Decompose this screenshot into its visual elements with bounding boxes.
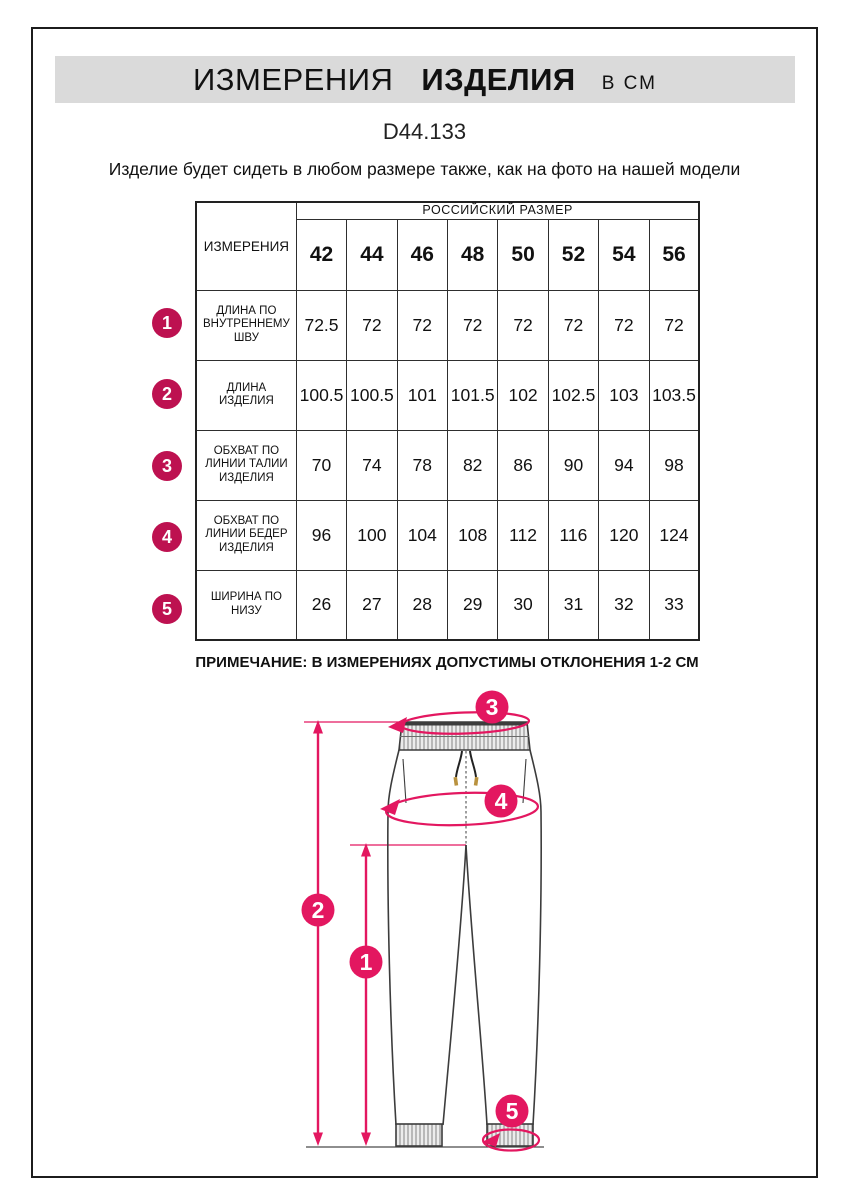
table-row-length	[196, 360, 699, 430]
value-cell: 100.5	[347, 360, 397, 430]
value-cell: 112	[498, 500, 548, 570]
value-cell: 100	[347, 500, 397, 570]
product-code: D44.133	[382, 119, 467, 144]
svg-text:2: 2	[311, 897, 325, 923]
value-cell: 72	[599, 290, 649, 360]
value-cell: 72	[498, 290, 548, 360]
title-product: ИЗДЕЛИЯ	[421, 61, 576, 97]
value-cell: 96	[296, 500, 346, 570]
title-unit: В СМ	[601, 72, 657, 94]
value-cell: 72	[447, 290, 497, 360]
value-cell: 72	[649, 290, 699, 360]
row-badge-1: 1	[152, 308, 182, 338]
length-arrow	[313, 720, 323, 1146]
value-cell: 28	[397, 570, 447, 640]
row-badge-5: 5	[152, 594, 182, 624]
value-cell: 78	[397, 430, 447, 500]
value-cell: 74	[347, 430, 397, 500]
value-cell: 72	[397, 290, 447, 360]
value-cell: 72	[548, 290, 598, 360]
row-label: ОБХВАТ ПО ЛИНИИ БЕДЕР ИЗДЕЛИЯ	[196, 500, 296, 570]
title-measurements: ИЗМЕРЕНИЯ	[193, 61, 394, 97]
size-cell: 44	[347, 219, 397, 290]
value-cell: 103.5	[649, 360, 699, 430]
marker-4	[485, 785, 518, 818]
row-label: ДЛИНА ИЗДЕЛИЯ	[196, 360, 296, 430]
value-cell: 124	[649, 500, 699, 570]
value-cell: 70	[296, 430, 346, 500]
value-cell: 98	[649, 430, 699, 500]
value-cell: 72.5	[296, 290, 346, 360]
value-cell: 116	[548, 500, 598, 570]
hip-ellipse-arrow	[380, 799, 400, 815]
value-cell: 90	[548, 430, 598, 500]
pants-measurement-diagram	[290, 690, 580, 1182]
value-cell: 32	[599, 570, 649, 640]
value-cell: 82	[447, 430, 497, 500]
table-row-hem	[196, 570, 699, 640]
svg-text:4: 4	[494, 788, 508, 814]
value-cell: 100.5	[296, 360, 346, 430]
value-cell: 86	[498, 430, 548, 500]
row-label: ОБХВАТ ПО ЛИНИИ ТАЛИИ ИЗДЕЛИЯ	[196, 430, 296, 500]
size-cell: 48	[447, 219, 497, 290]
row-label: ДЛИНА ПО ВНУТРЕННЕМУ ШВУ	[196, 290, 296, 360]
value-cell: 27	[347, 570, 397, 640]
size-cell: 56	[649, 219, 699, 290]
tolerance-note: ПРИМЕЧАНИЕ: В ИЗМЕРЕНИЯХ ДОПУСТИМЫ ОТКЛОНЕНИЯ 1-2 СМ	[195, 654, 699, 671]
left-pocket	[403, 759, 406, 803]
marker-2	[302, 894, 335, 927]
left-inseam	[443, 845, 466, 1125]
table-row-hips	[196, 500, 699, 570]
size-table	[195, 201, 700, 641]
size-cell: 42	[296, 219, 346, 290]
size-cell: 52	[548, 219, 598, 290]
marker-5	[496, 1095, 529, 1128]
row-badge-3: 3	[152, 451, 182, 481]
size-cell: 50	[498, 219, 548, 290]
marker-1	[350, 946, 383, 979]
right-inseam	[466, 845, 487, 1125]
right-outseam	[530, 750, 541, 1125]
fit-note: Изделие будет сидеть в любом размере также, как на фото на нашей модели	[108, 159, 741, 179]
value-cell: 102.5	[548, 360, 598, 430]
pants-drawing	[388, 722, 541, 1146]
table-row-inseam	[196, 290, 699, 360]
value-cell: 72	[347, 290, 397, 360]
waistband	[399, 722, 530, 750]
left-cuff	[396, 1124, 442, 1146]
row-label: ШИРИНА ПО НИЗУ	[196, 570, 296, 640]
table-header-row	[196, 202, 699, 219]
size-cell: 54	[599, 219, 649, 290]
svg-text:3: 3	[485, 694, 499, 720]
inseam-arrow	[361, 843, 371, 1146]
value-cell: 120	[599, 500, 649, 570]
value-cell: 26	[296, 570, 346, 640]
left-drawstring	[456, 751, 462, 777]
value-cell: 33	[649, 570, 699, 640]
value-cell: 104	[397, 500, 447, 570]
value-cell: 30	[498, 570, 548, 640]
size-cell: 46	[397, 219, 447, 290]
value-cell: 103	[599, 360, 649, 430]
page-title	[55, 56, 795, 103]
drawstring-tip	[453, 777, 458, 786]
row-badge-4: 4	[152, 522, 182, 552]
marker-3	[476, 691, 509, 724]
value-cell: 29	[447, 570, 497, 640]
svg-text:1: 1	[359, 949, 373, 975]
measure-header-cell: ИЗМЕРЕНИЯ	[196, 202, 296, 290]
value-cell: 94	[599, 430, 649, 500]
russian-size-header-cell: РОССИЙСКИЙ РАЗМЕР	[296, 202, 699, 219]
svg-text:5: 5	[505, 1098, 519, 1124]
right-drawstring	[470, 751, 476, 777]
value-cell: 101	[397, 360, 447, 430]
value-cell: 102	[498, 360, 548, 430]
girth-ellipses	[385, 710, 539, 1150]
value-cell: 108	[447, 500, 497, 570]
value-cell: 101.5	[447, 360, 497, 430]
drawstring-tip	[474, 777, 479, 786]
row-badge-2: 2	[152, 379, 182, 409]
table-row-waist	[196, 430, 699, 500]
value-cell: 31	[548, 570, 598, 640]
